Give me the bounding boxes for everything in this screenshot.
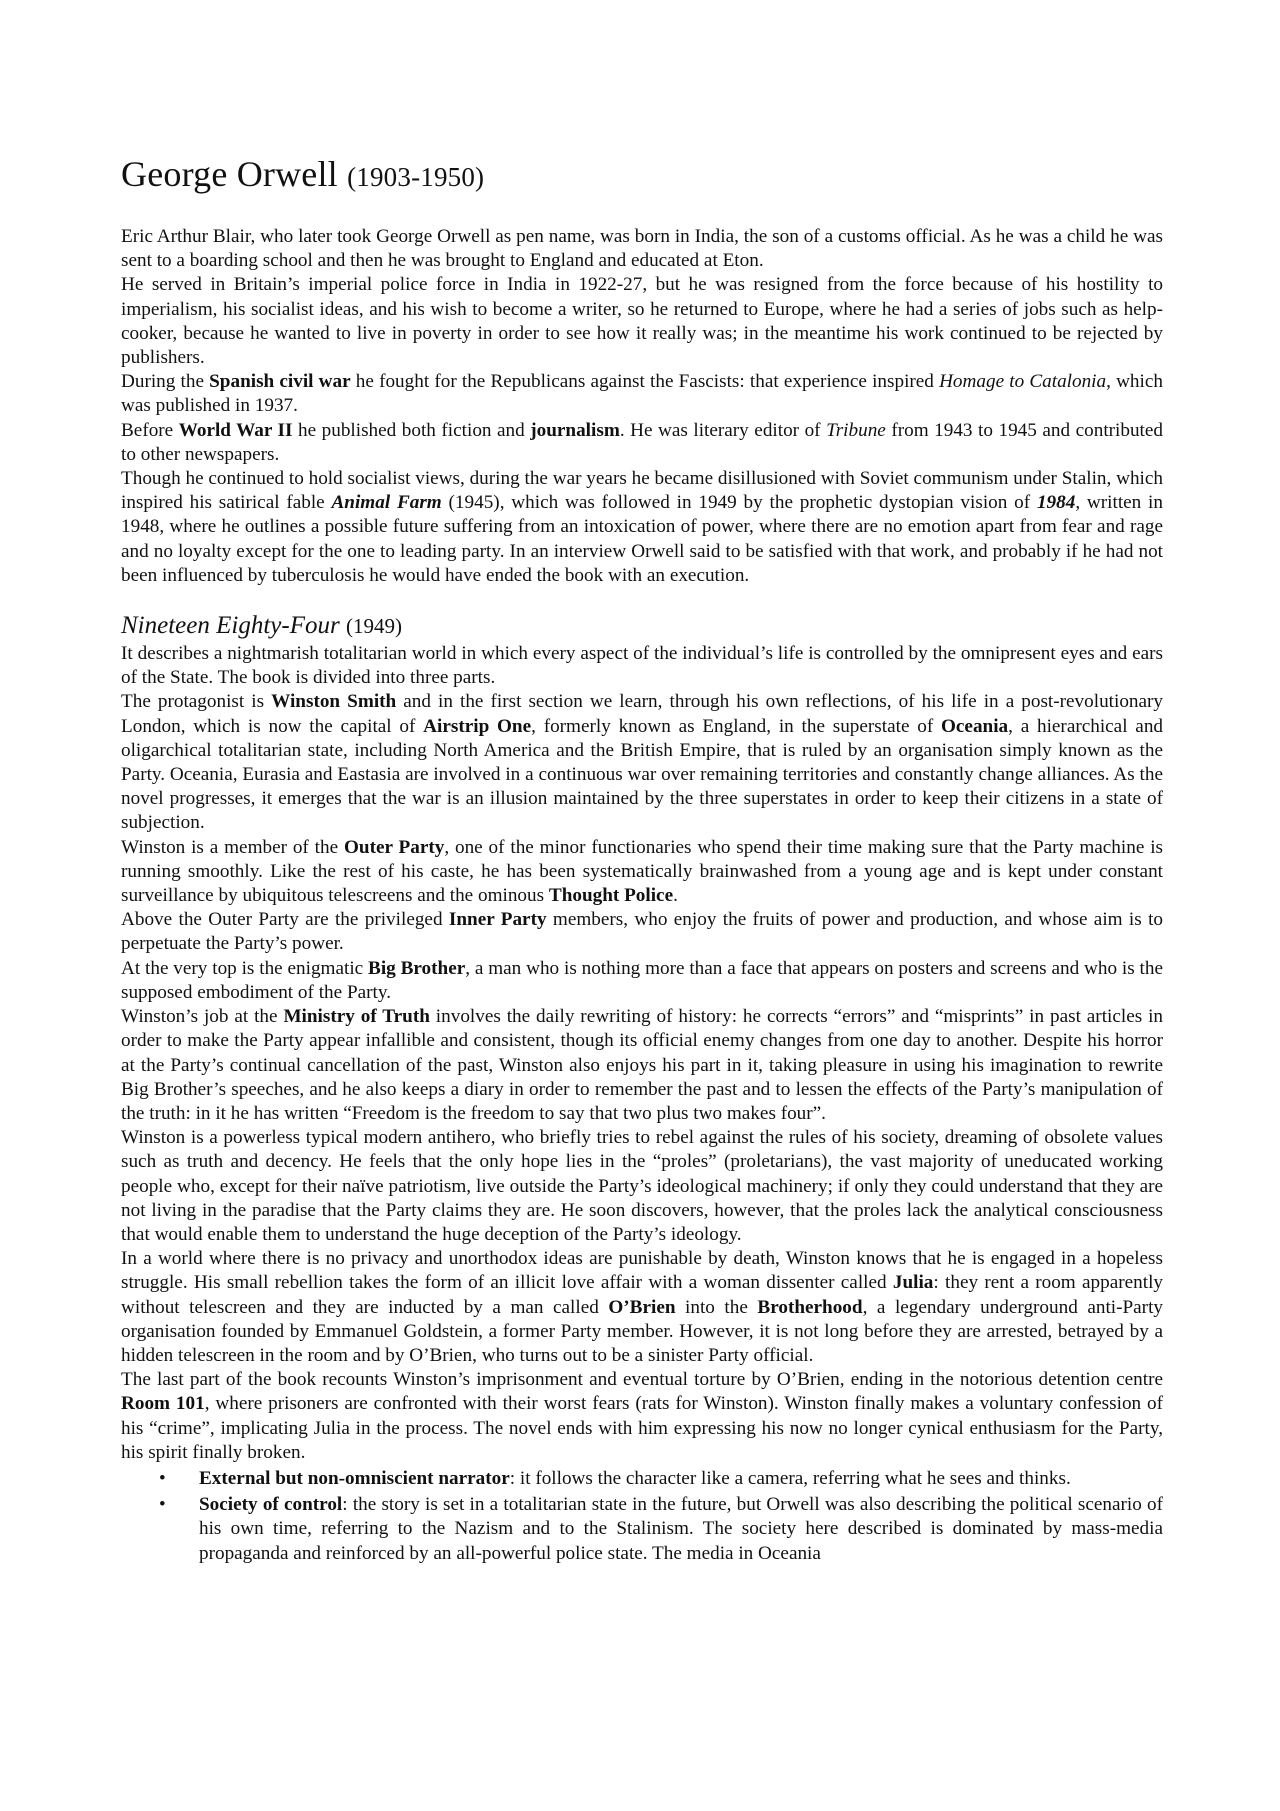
bold-term: Brotherhood (757, 1296, 863, 1318)
text-run: Above the Outer Party are the privileged (121, 909, 449, 931)
text-run: and in the first section we learn, through his own reflections, of his life in a post-revolutionary London, which is now the capital of (121, 691, 1164, 737)
bullet-icon: • (159, 1494, 166, 1516)
features-list (121, 1467, 1163, 1566)
novel-years: (1949) (345, 614, 402, 639)
text-run: from 1943 to 1945 and contributed to other newspapers. (121, 419, 1163, 465)
novel-paragraph-8 (121, 1247, 1163, 1368)
bold-italic-title: 1984 (1036, 492, 1076, 514)
text-run: involves the daily rewriting of history: he corrects “errors” and “misprints” in past articles in order to make the Party appear infallible and consistent, though its official enemy changes from one day to another. Despite his horror at the Party’s continual cancellation of the past, Winston also enjoys his part in it, taking pleasure in using his imagination to rewrite Big Brother’s speeches, and he also keeps a diary in order to remember the past and to lessen the effects of the Party’s manipulation of the truth: in it he has written “Freedom is the freedom to say that two plus two makes four”. (121, 1006, 1164, 1124)
italic-title: Tribune (826, 419, 886, 441)
bold-italic-title: Animal Farm (331, 492, 442, 514)
novel-paragraph-2 (121, 690, 1163, 835)
title-name: George Orwell (121, 154, 338, 194)
bold-term: O’Brien (608, 1296, 676, 1318)
bold-term: Spanish civil war (209, 371, 351, 393)
text-run: , formerly known as England, in the superstate of (531, 715, 941, 737)
text-run: : they rent a room apparently without telescreen and they are inducted by a man called (121, 1272, 1163, 1318)
text-run: , a hierarchical and oligarchical totalitarian state, including North America and the British Empire, that is ruled by an organisation simply known as the Party. Oceania, Eurasia and Eastasia are involved in a continuous war over remaining territories and constantly change alliances. As the novel progresses, it emerges that the war is an illusion maintained by the three superstates in order to keep their citizens in a state of subjection. (121, 715, 1164, 834)
bold-term: Julia (892, 1272, 934, 1294)
novel-paragraph-3 (121, 836, 1163, 909)
section-heading (121, 610, 1163, 642)
novel-paragraph-5 (121, 957, 1163, 1005)
text-run: Before (121, 419, 179, 441)
bold-term: Room 101 (121, 1393, 205, 1415)
list-item (121, 1493, 1163, 1566)
novel-paragraph-7: Winston is a powerless typical modern antihero, who briefly tries to rebel against the rules of his society, dreaming of obsolete values such as truth and decency. He feels that the only hope lies in the “proles” (proletarians), the vast majority of uneducated working people who, except for their naïve patriotism, live outside the Party’s ideological machinery; if only they could understand that they are not living in the paradise that the Party claims they are. He soon discovers, however, that the proles lack the analytical consciousness that would enable them to understand the huge deception of the Party’s ideology. (121, 1127, 1163, 1245)
bio-paragraph-5 (121, 467, 1163, 588)
bio-paragraph-2: He served in Britain’s imperial police force in India in 1922-27, but he was resigned from the force because of his hostility to imperialism, his socialist ideas, and his wish to become a writer, so he returned to Europe, where he had a series of jobs such as help-cooker, because he wanted to live in poverty in order to see how it really was; in the meantime his work continued to be rejected by publishers. (121, 274, 1163, 369)
text-run: The protagonist is (121, 691, 272, 713)
text-run: . He was literary editor of (619, 419, 827, 441)
text-run: : it follows the character like a camera, referring what he sees and thinks. (509, 1467, 1071, 1489)
text-run: , written in 1948, where he outlines a possible future suffering from an intoxication of power, where there are no emotion apart from fear and rage and no loyalty except for the one to leading party. In an interview Orwell said to be satisfied with that work, and probably if he had not been influenced by tuberculosis he would have ended the book with an execution. (121, 492, 1163, 586)
text-run: Though he continued to hold socialist views, during the war years he became disillusioned with Soviet communism under Stalin, which inspired his satirical fable (121, 468, 1163, 514)
title-years: (1903-1950) (347, 162, 485, 192)
text-run: Winston is a member of the (121, 836, 344, 858)
novel-paragraph-4 (121, 908, 1163, 956)
text-run: : the story is set in a totalitarian state in the future, but Orwell was also describing the political scenario of his own time, referring to the Nazism and to the Stalinism. The society here described is dominated by mass-media propaganda and reinforced by an all-powerful police state. The media in Oceania (199, 1494, 1163, 1564)
text-run: The last part of the book recounts Winston’s imprisonment and eventual torture by O’Brien, ending in the notorious detention centre (121, 1369, 1163, 1391)
bold-term: Outer Party (343, 836, 445, 858)
text-run: , where prisoners are confronted with their worst fears (rats for Winston). Winston finally makes a voluntary confession of his “crime”, implicating Julia in the process. The novel ends with him expressing his now no longer cynical enthusiasm for the Party, his spirit finally broken. (121, 1393, 1164, 1463)
bold-term: Winston Smith (271, 691, 397, 713)
bold-term: Big Brother (368, 957, 466, 979)
text-run: , one of the minor functionaries who spend their time making sure that the Party machine is running smoothly. Like the rest of his caste, he has been systematically brainwashed from a young age and is kept under constant surveillance by ubiquitous telescreens and the ominous (121, 836, 1163, 907)
bio-paragraph-4 (121, 419, 1163, 467)
text-run: , which was published in 1937. (121, 371, 1163, 417)
text-run: he fought for the Republicans against the Fascists: that experience inspired (350, 371, 940, 393)
page-title (121, 152, 1163, 199)
bold-term: Oceania (940, 715, 1009, 737)
text-run: (1945), which was followed in 1949 by the prophetic dystopian vision of (441, 492, 1037, 514)
bold-term: Society of control (199, 1494, 343, 1516)
list-item (121, 1467, 1163, 1491)
novel-title: Nineteen Eighty-Four (121, 612, 340, 640)
bold-term: Thought Police (548, 885, 674, 907)
text-run: he published both fiction and (292, 419, 531, 441)
text-run: , a legendary underground anti-Party organisation founded by Emmanuel Goldstein, a former Party member. However, it is not long before they are arrested, betrayed by a hidden telescreen in the room and by O’Brien, who turns out to be a sinister Party official. (121, 1296, 1163, 1366)
bold-term: World War II (178, 419, 293, 441)
italic-title: Homage to Catalonia (939, 371, 1107, 393)
bold-term: Inner Party (448, 909, 547, 931)
bullet-icon: • (159, 1467, 166, 1489)
text-run: At the very top is the enigmatic (121, 957, 369, 979)
novel-paragraph-9 (121, 1368, 1163, 1465)
text-run: members, who enjoy the fruits of power and production, and whose aim is to perpetuate the Party’s power. (121, 909, 1163, 955)
text-run: , a man who is nothing more than a face that appears on posters and screens and who is the supposed embodiment of the Party. (121, 957, 1163, 1003)
document-page (121, 152, 1163, 1568)
text-run: into the (675, 1296, 758, 1318)
novel-paragraph-6 (121, 1005, 1163, 1126)
text-run: Winston’s job at the (121, 1006, 284, 1028)
bold-term: Airstrip One (423, 715, 532, 737)
bold-term: Ministry of Truth (283, 1006, 430, 1028)
bio-paragraph-3 (121, 370, 1163, 418)
text-run: In a world where there is no privacy and unorthodox ideas are punishable by death, Winston knows that he is engaged in a hopeless struggle. His small rebellion takes the form of an illicit love affair with a woman dissenter called (121, 1248, 1163, 1294)
novel-paragraph-1: It describes a nightmarish totalitarian world in which every aspect of the individual’s life is controlled by the omnipresent eyes and ears of the State. The book is divided into three parts. (121, 643, 1163, 689)
bold-term: journalism (530, 419, 620, 441)
bio-paragraph-1: Eric Arthur Blair, who later took George Orwell as pen name, was born in India, the son of a customs official. As he was a child he was sent to a boarding school and then he was brought to England and educated at Eton. (121, 226, 1163, 272)
text-run: . (673, 885, 678, 907)
text-run: During the (121, 371, 210, 393)
bold-term: External but non-omniscient narrator (199, 1467, 510, 1489)
